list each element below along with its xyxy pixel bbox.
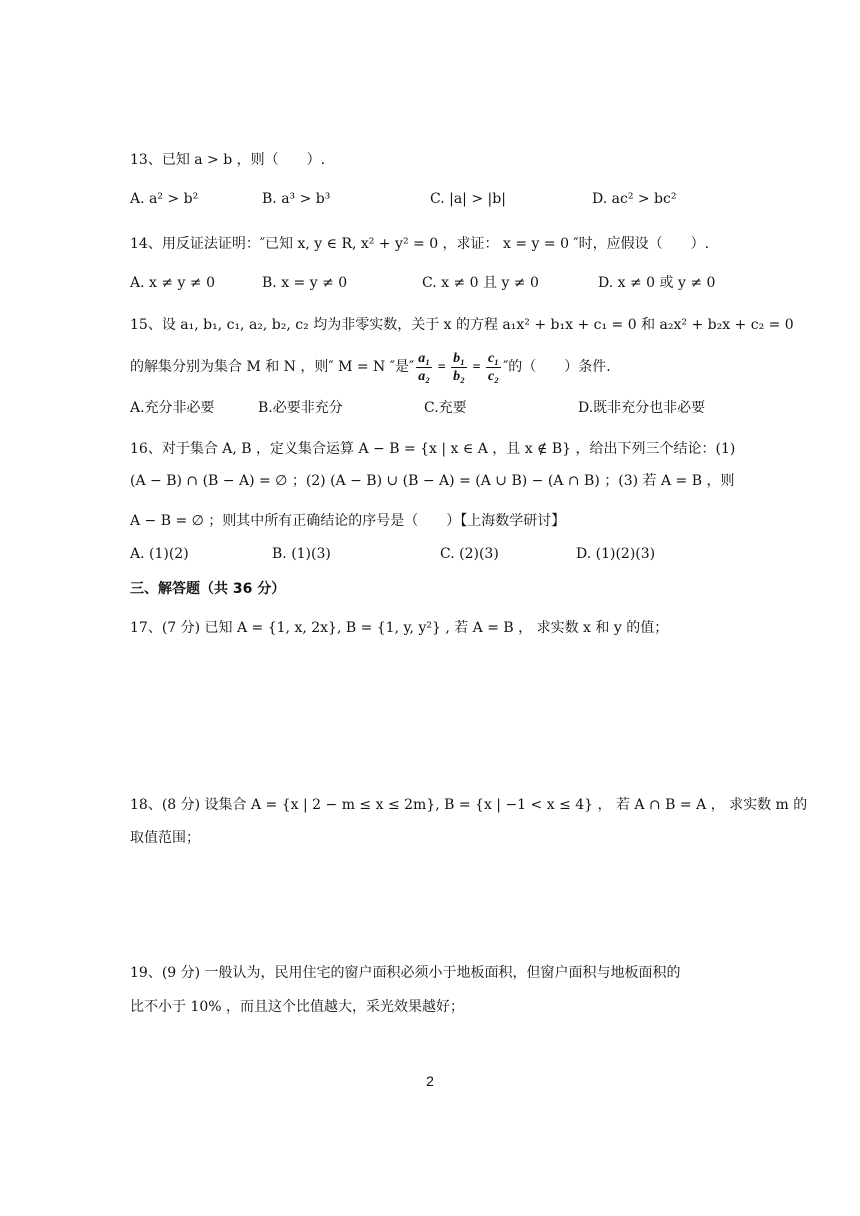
question-18-line-1: 18、(8 分) 设集合 A = {x | 2 − m ≤ x ≤ 2m}, B = {x | −1 < x ≤ 4} ， 若 A ∩ B = A ， 求实数 m 的 — [130, 797, 808, 813]
question-15-prefix: 的解集分别为集合 M 和 N ，则″ M = N ″是″ — [130, 359, 415, 375]
question-15-line-2: 的解集分别为集合 M 和 N ，则″ M = N ″是″ $\frac{\text{a₁}}{\text{a₂}}$ = $\frac{\text{b₁}}{\text{b₂}}$ = $\frac{\text{c₁}}{\text{c₂}}$ ″的（ ）条件. — [130, 350, 611, 384]
option-d: D. x ≠ 0 或 y ≠ 0 — [598, 275, 716, 291]
fraction-c-denominator: c₂ — [487, 368, 500, 384]
option-a: A. (1)(2) — [130, 546, 189, 562]
page-number: 2 — [426, 1073, 434, 1089]
question-15-line-1: 15、设 a₁, b₁, c₁, a₂, b₂, c₂ 均为非零实数，关于 x 的方程 a₁x² + b₁x + c₁ = 0 和 a₂x² + b₂x + c₂ = 0 — [130, 317, 794, 333]
option-c: C. (2)(3) — [440, 546, 499, 562]
option-c: C. x ≠ 0 且 y ≠ 0 — [422, 275, 539, 291]
question-16-options — [130, 543, 730, 565]
option-b: B. (1)(3) — [272, 546, 331, 562]
fraction-a-denominator: a₂ — [418, 368, 431, 384]
fraction-b — [451, 350, 467, 385]
option-b: B.必要非充分 — [258, 400, 343, 416]
question-14-stem: 14、用反证法证明：″已知 x, y ∈ R, x² + y² = 0 ，求证： x = y = 0 ″时，应假设（ ）. — [130, 236, 710, 252]
question-15-suffix: ″的（ ）条件. — [503, 359, 611, 375]
option-d: D. ac² > bc² — [592, 191, 677, 207]
question-15-options — [130, 397, 730, 419]
question-13-stem: 13、已知 a > b ，则（ ）. — [130, 152, 326, 168]
question-16-line-3: A − B = ∅ ；则其中所有正确结论的序号是（ ）【上海数学研讨】 — [130, 513, 566, 529]
option-b: B. x = y ≠ 0 — [262, 275, 348, 291]
option-d: D. (1)(2)(3) — [576, 546, 656, 562]
fraction-a — [416, 350, 432, 385]
option-c: C. |a| > |b| — [430, 191, 506, 207]
fraction-a-numerator: a₁ — [418, 350, 431, 366]
option-b: B. a³ > b³ — [262, 191, 331, 207]
option-d: D.既非充分也非必要 — [578, 400, 706, 416]
option-a: A. a² > b² — [130, 191, 199, 207]
section-heading: 三、解答题（共 36 分） — [130, 581, 286, 597]
question-16-line-2: (A − B) ∩ (B − A) = ∅ ；(2) (A − B) ∪ (B − A) = (A ∪ B) − (A ∩ B) ；(3) 若 A = B ，则 — [130, 473, 735, 489]
question-14-options — [130, 272, 730, 294]
question-19-line-1: 19、(9 分) 一般认为，民用住宅的窗户面积必须小于地板面积，但窗户面积与地板面积的 — [130, 965, 681, 981]
fraction-b-numerator: b₁ — [453, 350, 465, 366]
fraction-c — [486, 350, 501, 385]
option-a: A.充分非必要 — [130, 400, 215, 416]
fraction-b-denominator: b₂ — [453, 368, 465, 384]
question-13-options — [130, 188, 730, 210]
option-c: C.充要 — [424, 400, 467, 416]
question-19-line-2: 比不小于 10% ，而且这个比值越大，采光效果越好； — [130, 999, 465, 1015]
question-16-line-1: 16、对于集合 A, B ，定义集合运算 A − B = {x | x ∈ A ，且 x ∉ B} ，给出下列三个结论：(1) — [130, 441, 736, 457]
question-17-stem: 17、(7 分) 已知 A = {1, x, 2x}, B = {1, y, y²} , 若 A = B ， 求实数 x 和 y 的值； — [130, 620, 669, 636]
option-a: A. x ≠ y ≠ 0 — [130, 275, 215, 291]
question-18-line-2: 取值范围； — [130, 830, 200, 846]
fraction-c-numerator: c₁ — [487, 350, 500, 366]
